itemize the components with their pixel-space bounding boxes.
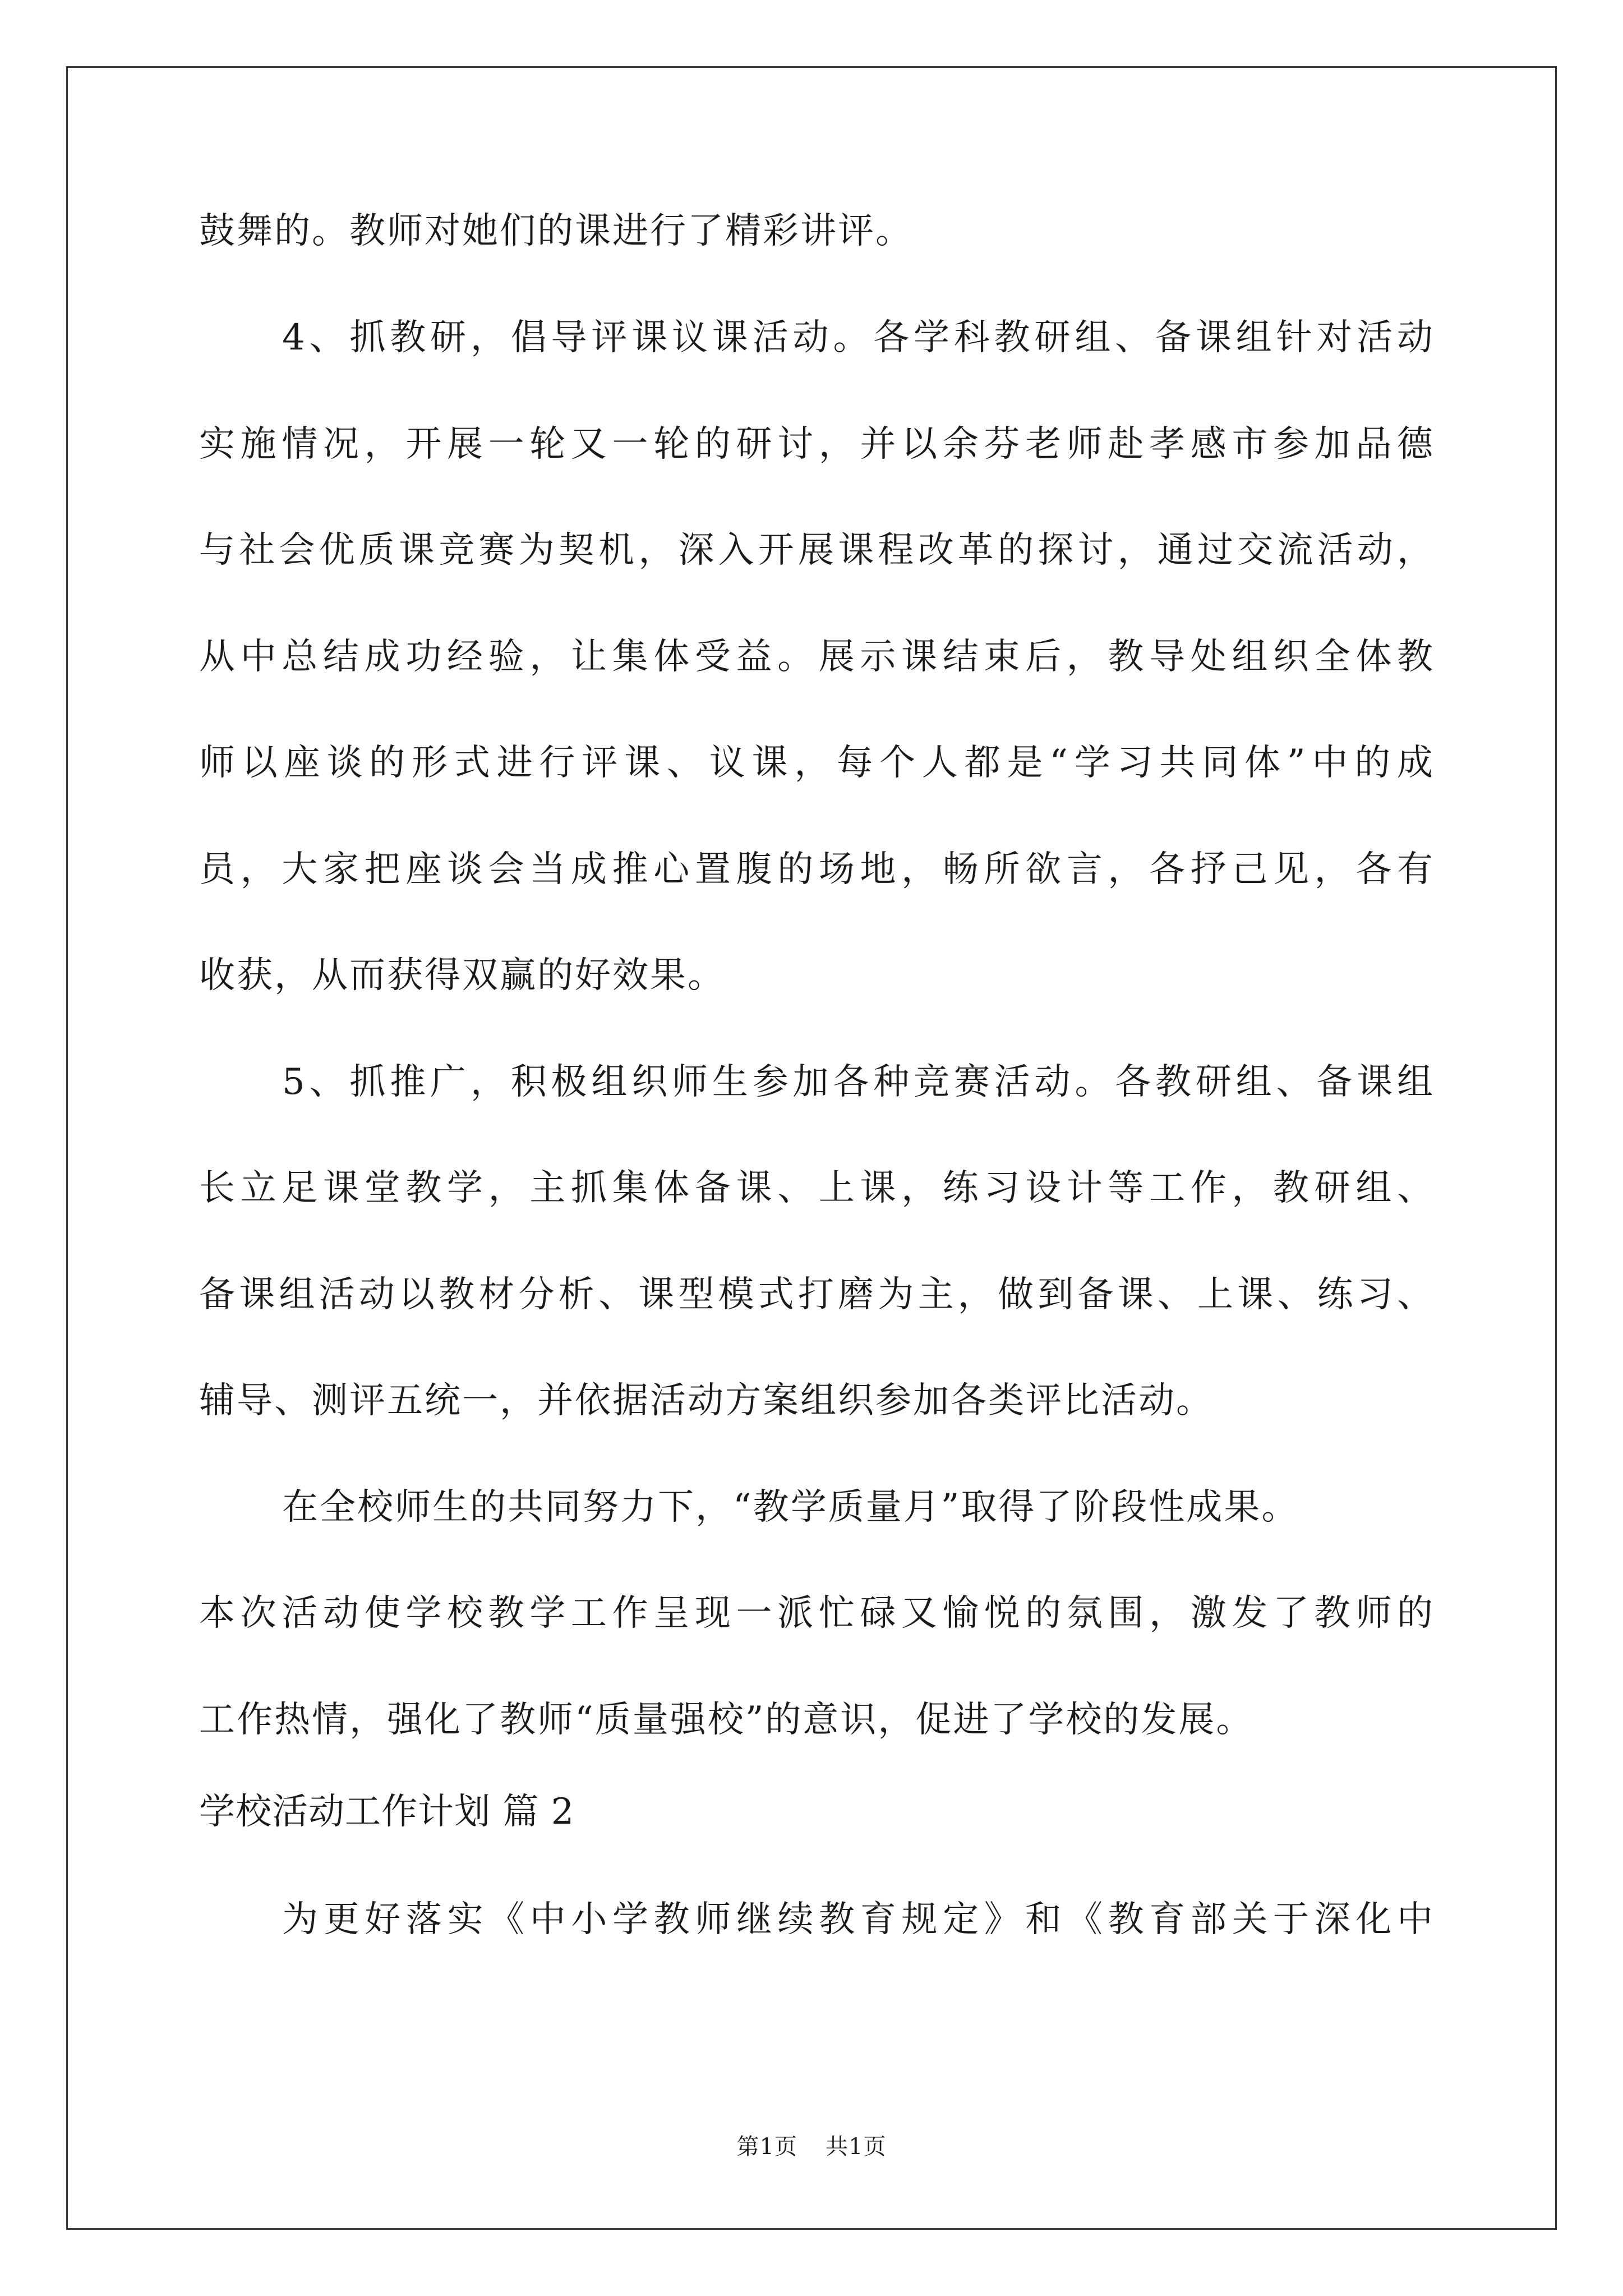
text-line: 长立足课堂教学，主抓集体备课、上课，练习设计等工作，教研组、 [199,1167,1433,1209]
text-line: 辅导、测评五统一，并依据活动方案组织参加各类评比活动。 [199,1380,1214,1421]
text-line: 5、抓推广，积极组织师生参加各种竞赛活动。各教研组、备课组 [282,1061,1433,1103]
text-line: 为更好落实《中小学教师继续教育规定》和《教育部关于深化中 [282,1899,1433,1940]
text-line: 在全校师生的共同努力下，“教学质量月”取得了阶段性成果。 [282,1487,1299,1528]
section-heading: 学校活动工作计划 篇 2 [199,1791,575,1833]
text-line: 4、抓教研，倡导评课议课活动。各学科教研组、备课组针对活动 [282,317,1433,358]
text-line: 鼓舞的。教师对她们的课进行了精彩讲评。 [199,210,913,252]
page-number-current: 第1页 [736,2134,797,2160]
text-line: 工作热情，强化了教师“质量强校”的意识，促进了学校的发展。 [199,1699,1254,1741]
page-number-total: 共1页 [826,2134,887,2160]
text-line: 员，大家把座谈会当成推心置腹的场地，畅所欲言，各抒己见，各有 [199,849,1433,890]
text-line: 收获，从而获得双赢的好效果。 [199,955,725,996]
text-line: 从中总结成功经验，让集体受益。展示课结束后，教导处组织全体教 [199,636,1433,678]
text-line: 本次活动使学校教学工作呈现一派忙碌又愉悦的氛围，激发了教师的 [199,1593,1433,1634]
text-line: 与社会优质课竞赛为契机，深入开展课程改革的探讨，通过交流活动， [199,530,1433,571]
text-line: 实施情况，开展一轮又一轮的研讨，并以余芬老师赴孝感市参加品德 [199,424,1433,465]
text-line: 备课组活动以教材分析、课型模式打磨为主，做到备课、上课、练习、 [199,1274,1433,1315]
page-footer [0,2129,1623,2161]
text-line: 师以座谈的形式进行评课、议课，每个人都是“学习共同体”中的成 [199,742,1433,784]
